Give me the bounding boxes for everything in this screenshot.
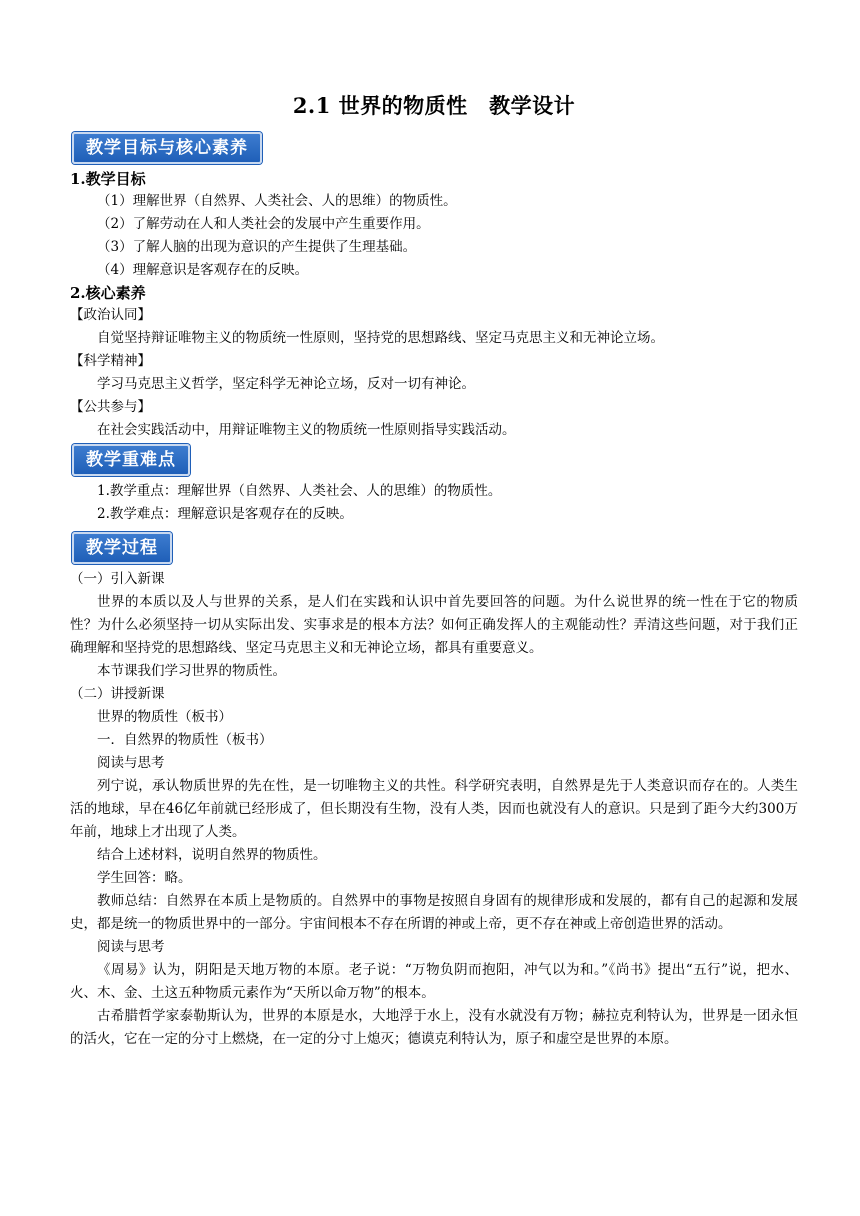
- process-intro-paragraph: 世界的本质以及人与世界的关系，是人们在实践和认识中首先要回答的问题。为什么说世界的统一性在于它的物质性？为什么必须坚持一切从实际出发、实事求是的根本方法？如何正确发挥人的主观能动性？弄清这些问题，对于我们正确理解和坚持党的思想路线、坚定马克思主义和无神论立场，都具有重要意义。: [70, 594, 798, 656]
- process-part2-heading: （二）讲授新课: [70, 686, 165, 702]
- section-badge-keypoints: 教学重难点: [72, 444, 190, 476]
- literacy-tag-public: 【公共参与】: [70, 399, 151, 415]
- goal-item: （1）理解世界（自然界、人类社会、人的思维）的物质性。: [97, 193, 457, 209]
- reading-text-1: 列宁说，承认物质世界的先在性，是一切唯物主义的共性。科学研究表明，自然界是先于人类意识而存在的。人类生活的地球，早在46亿年前就已经形成了，但长期没有生物，没有人类，因而也就没有人的意识。只是到了距今大约300万年前，地球上才出现了人类。: [70, 778, 798, 840]
- literacy-heading: 2.核心素养: [70, 284, 146, 302]
- board-note-1: 世界的物质性（板书）: [97, 709, 232, 725]
- student-answer: 学生回答：略。: [97, 870, 192, 886]
- process-part1-heading: （一）引入新课: [70, 571, 165, 587]
- document-title: 2.1 世界的物质性 教学设计: [292, 93, 576, 118]
- document-content: [70, 92, 798, 1051]
- goal-item: （2）了解劳动在人和人类社会的发展中产生重要作用。: [97, 216, 430, 232]
- task-prompt: 结合上述材料，说明自然界的物质性。: [97, 847, 327, 863]
- literacy-text-political: 自觉坚持辩证唯物主义的物质统一性原则，坚持党的思想路线、坚定马克思主义和无神论立场。: [97, 330, 664, 346]
- process-intro-closing: 本节课我们学习世界的物质性。: [97, 663, 286, 679]
- teacher-summary: 教师总结：自然界在本质上是物质的。自然界中的事物是按照自身固有的规律形成和发展的，都有自己的起源和发展史，都是统一的物质世界中的一部分。宇宙间根本不存在所谓的神或上帝，更不存在神或上帝创造世界的活动。: [70, 893, 798, 932]
- literacy-tag-political: 【政治认同】: [70, 307, 151, 323]
- section-badge-goals: 教学目标与核心素养: [72, 132, 262, 164]
- reading-label-2: 阅读与思考: [97, 939, 165, 955]
- section-badge-process: 教学过程: [72, 532, 172, 564]
- goal-item: （3）了解人脑的出现为意识的产生提供了生理基础。: [97, 239, 417, 255]
- reading-text-2a: 《周易》认为，阴阳是天地万物的本原。老子说：“万物负阴而抱阳，冲气以为和。”《尚书》提出“五行”说，把水、火、木、金、土这五种物质元素作为“天所以命万物”的根本。: [70, 962, 798, 1001]
- literacy-text-science: 学习马克思主义哲学，坚定科学无神论立场，反对一切有神论。: [97, 376, 475, 392]
- board-note-2: 一．自然界的物质性（板书）: [97, 732, 273, 748]
- keypoint-focus: 1.教学重点：理解世界（自然界、人类社会、人的思维）的物质性。: [97, 483, 502, 499]
- goals-heading: 1.教学目标: [70, 170, 146, 188]
- reading-text-2b: 古希腊哲学家泰勒斯认为，世界的本原是水，大地浮于水上，没有水就没有万物；赫拉克利特认为，世界是一团永恒的活火，它在一定的分寸上燃烧，在一定的分寸上熄灭；德谟克利特认为，原子和虚空是世界的本原。: [70, 1008, 798, 1047]
- reading-label-1: 阅读与思考: [97, 755, 165, 771]
- literacy-text-public: 在社会实践活动中，用辩证唯物主义的物质统一性原则指导实践活动。: [97, 422, 516, 438]
- literacy-tag-science: 【科学精神】: [70, 353, 151, 369]
- goal-item: （4）理解意识是客观存在的反映。: [97, 262, 309, 278]
- keypoint-difficulty: 2.教学难点：理解意识是客观存在的反映。: [97, 506, 353, 522]
